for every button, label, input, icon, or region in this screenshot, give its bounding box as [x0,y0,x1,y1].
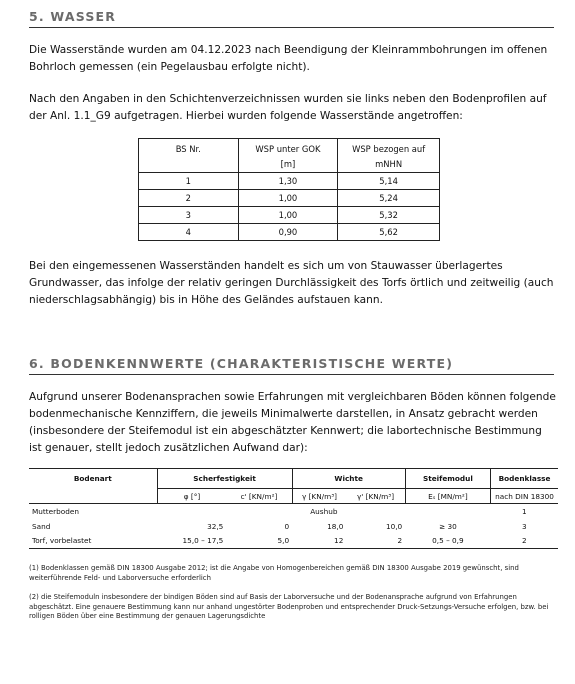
water-table-header-bs: BS Nr. [139,139,239,156]
section-5-paragraph-3: Bei den eingemessenen Wasserständen handelt es sich um von Stauwasser überlagertes Grundwasser, das infolge der relativ geringen Durchlässigkeit des Torfs örtlich und zeitweilig (auch niederschlagsabhängig) bis in Höhe des Geländes aufstauen kann. [29,260,554,306]
water-table-header-wsp-nhn: WSP bezogen auf [338,139,440,156]
table-cell: 2 [346,534,405,549]
table-row [139,207,440,224]
table-cell: 32,5 [207,521,224,531]
water-table-header-bs-unit [139,156,239,173]
table-cell: 5,14 [338,173,440,190]
soil-table-subheader-din: nach DIN 18300 [491,489,558,504]
table-cell: 1 [139,173,239,190]
soil-table-subheader-gamma: γ [KN/m³] [292,489,346,504]
table-row [139,173,440,190]
table-cell: Mutterboden [32,506,79,516]
table-cell: Sand [32,521,51,531]
table-cell: 3 [139,207,239,224]
footnote-1: (1) Bodenklassen gemäß DIN 18300 Ausgabe 2012; ist die Angabe von Homogenbereichen gemäß DIN 18300 Ausgabe 2019 gewünscht, sind weiterführende Feld- und Laborversuche erforderlich [29,564,519,582]
table-cell: 1 [521,506,527,516]
water-table-header-wsp-gok: WSP unter GOK [238,139,338,156]
table-cell: 1,00 [238,190,338,207]
soil-table-subheader-gamma-prime: γ' [KN/m³] [346,489,405,504]
table-cell: 1,30 [238,173,338,190]
table-cell: Torf, vorbelastet [29,534,157,549]
soil-table-subheader-c: c' [KN/m²] [226,489,292,504]
table-cell: ≥ 30 [439,521,457,531]
table-row [139,224,440,241]
section-5-heading: 5. WASSER [29,9,554,28]
table-cell: 18,0 [327,521,344,531]
table-cell: 2 [139,190,239,207]
table-cell: Aushub [310,506,338,516]
table-cell: 12 [292,534,346,549]
table-cell: 5,24 [338,190,440,207]
table-cell: 0 [284,521,290,531]
water-table-header-wsp-nhn-unit: mNHN [338,156,440,173]
table-cell: 15,0 – 17,5 [157,534,226,549]
water-table-header-wsp-gok-unit: [m] [238,156,338,173]
section-5-paragraph-2: Nach den Angaben in den Schichtenverzeichnissen wurden sie links neben den Bodenprofilen auf der Anl. 1.1_G9 aufgetragen. Hierbei wurden folgende Wasserstände angetroffen: [29,93,547,122]
table-cell: 5,32 [338,207,440,224]
soil-table-subheader-phi: φ [°] [157,489,226,504]
soil-table-header-scherfestigkeit: Scherfestigkeit [157,469,292,489]
table-cell: 0,90 [238,224,338,241]
table-cell: 3 [521,521,527,531]
table-cell: 5,62 [338,224,440,241]
table-cell: 5,0 [226,534,292,549]
soil-table-header-steifemodul: Steifemodul [405,469,490,489]
table-row [139,190,440,207]
table-cell: 1,00 [238,207,338,224]
section-6-heading: 6. BODENKENNWERTE (CHARAKTERISTISCHE WERTE) [29,356,554,375]
table-cell: 10,0 [385,521,403,531]
footnote-2: (2) die Steifemoduln insbesondere der bindigen Böden sind auf Basis der Laborversuche und der Bodenansprache aufgrund von Erfahrungen abgeschätzt. Eine genauere Bestimmung kann nur anhand ungestörter Bodenproben und entsprechender Druck-Setzungs-Versuche erfolgen, bzw. bei rolligen Böden über eine Bestimmung der genauen Lagerungsdichte [29,593,549,620]
soil-table-header-bodenklasse: Bodenklasse [491,469,558,489]
table-cell: 0,5 – 0,9 [405,534,490,549]
water-level-table [138,138,440,241]
section-6-paragraph-1: Aufgrund unserer Bodenansprachen sowie Erfahrungen mit vergleichbaren Böden können folgende bodenmechanische Kennziffern, die jeweils Minimalwerte darstellen, in Ansatz gebracht werden (insbesondere der Steifemodul ist ein abgeschätzter Kennwert; die labortechnische Bestimmung ist genauer, stellt jedoch zusätzlichen Aufwand dar): [29,391,556,454]
table-row [29,519,558,534]
table-cell: 2 [491,534,558,549]
table-row [29,534,558,549]
soil-table-header-bodenart: Bodenart [29,469,157,489]
soil-table-subheader-es: Eₛ [MN/m²] [405,489,490,504]
table-row [29,504,558,519]
soil-parameters-table [29,468,558,549]
table-cell: 4 [139,224,239,241]
soil-table-header-wichte: Wichte [292,469,405,489]
section-5-paragraph-1: Die Wasserstände wurden am 04.12.2023 nach Beendigung der Kleinrammbohrungen im offenen Bohrloch gemessen (ein Pegelausbau erfolgte nicht). [29,44,548,73]
